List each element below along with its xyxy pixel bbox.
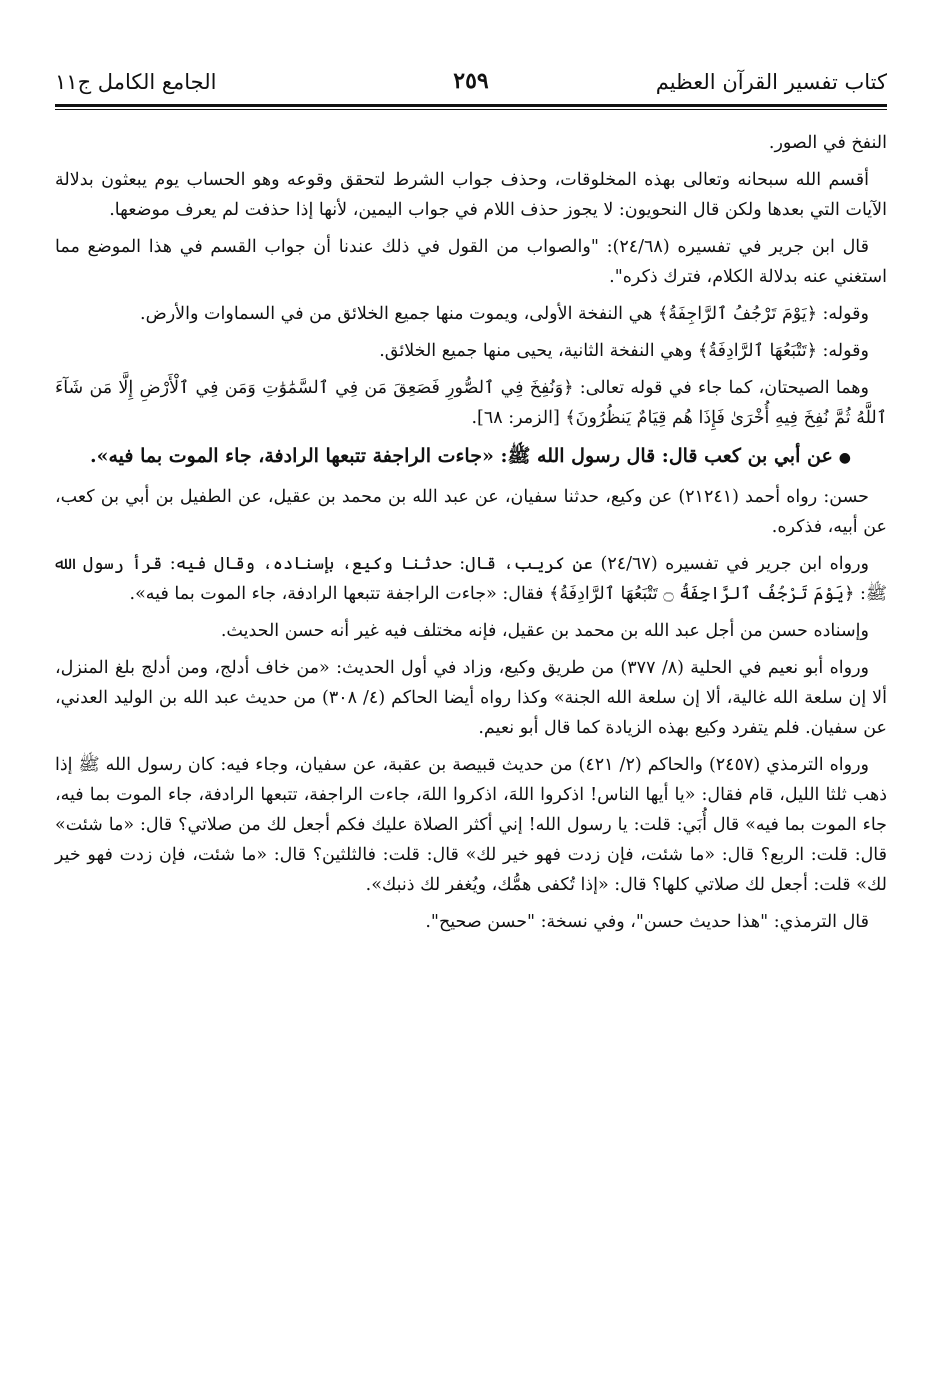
paragraph: ورواه الترمذي (٢٤٥٧) والحاكم (٢/ ٤٢١) من حديث قبيصة بن عقبة، عن سفيان، وجاء فيه: كان رسول الله ﷺ إذا ذهب ثلثا الليل، قام فقال: «يا أيها الناس! اذكروا اللهَ، اذكروا اللهَ، جاءت الراجفة، تتبعها الرادفة، جاء الموت بما فيه، جاء الموت بما فيه» قال أُبَي: قلت: يا رسول الله! إني أكثر الصلاة عليك فكم أجعل لك من صلاتي؟ قال: «ما شئت» قال: قلت: الربع؟ قال: «ما شئت، فإن زدت فهو خير لك» قال: قلت: فالثلثين؟ قال: «ما شئت، فإن زدت فهو خير لك» قلت: أجعل لك صلاتي كلها؟ قال: «إذا تُكفى همُّك، ويُغفر لك ذنبك». <box>55 755 887 895</box>
book-page <box>55 62 887 944</box>
header-rule-thin <box>55 109 887 110</box>
page-body <box>55 128 887 937</box>
bullet-icon: ● <box>838 450 851 466</box>
paragraph: قال الترمذي: "هذا حديث حسن"، وفي نسخة: "حسن صحيح". <box>425 912 869 932</box>
paragraph: وهما الصيحتان، كما جاء في قوله تعالى: ﴿وَنُفِخَ فِي ٱلصُّورِ فَصَعِقَ مَن فِي ٱلسَّمَٰوَٰتِ وَمَن فِي ٱلْأَرْضِ إِلَّا مَن شَآءَ ٱللَّهُ ثُمَّ نُفِخَ فِيهِ أُخْرَىٰ فَإِذَا هُم قِيَامٌ يَنظُرُونَ﴾ [الزمر: ٦٨]. <box>55 378 887 428</box>
paragraph: وقوله: ﴿تَتْبَعُهَا ٱلرَّادِفَةُ﴾ وهي النفخة الثانية، يحيى منها جميع الخلائق. <box>379 341 869 361</box>
hadith-text: عن أبي بن كعب قال: قال رسول الله ﷺ: «جاءت الراجفة تتبعها الرادفة، جاء الموت بما فيه». <box>89 445 833 467</box>
paragraph: قال ابن جرير في تفسيره (٢٤/٦٨): "والصواب من القول في ذلك عندنا أن جواب القسم في هذا الموضع مما استغني عنه بدلالة الكلام، فترك ذكره". <box>55 237 887 287</box>
hadith-paragraph <box>55 440 887 475</box>
paragraph: أقسم الله سبحانه وتعالى بهذه المخلوقات، وحذف جواب الشرط لتحقق وقوعه وهو الحساب يوم يبعثون بدلالة الآيات التي بعدها ولكن قال النحويون: لا يجوز حذف اللام في جواب اليمين، لأنها إذا حذفت لم يعرف موضعها. <box>55 170 887 220</box>
paragraph: حسن: رواه أحمد (٢١٢٤١) عن وكيع، حدثنا سفيان، عن عبد الله بن محمد بن عقيل، عن الطفيل بن أبي بن كعب، عن أبيه، فذكره. <box>55 487 887 537</box>
page-header <box>55 62 887 102</box>
page-number: ٢٥٩ <box>453 68 489 94</box>
paragraph: النفخ في الصور. <box>768 133 887 153</box>
paragraph: وإسناده حسن من أجل عبد الله بن محمد بن عقيل، فإنه مختلف فيه غير أنه حسن الحديث. <box>220 621 869 641</box>
paragraph: وقوله: ﴿يَوْمَ تَرْجُفُ ٱلرَّاجِفَةُ﴾ هي النفخة الأولى، ويموت منها جميع الخلائق من في السماوات والأرض. <box>140 304 869 324</box>
paragraph: ورواه ابن جرير في تفسيره (٢٤/٦٧) عن كريب، قال: حدثنا وكيع، بإسناده، وقال فيه: قرأ رسول الله ﷺ: ﴿يَوْمَ تَرْجُفُ ٱلرَّاجِفَةُ ۝ تَتْبَعُهَا ٱلرَّادِفَةُ﴾ فقال: «جاءت الراجفة تتبعها الرادفة، جاء الموت بما فيه». <box>55 554 887 604</box>
paragraph: ورواه أبو نعيم في الحلية (٨/ ٣٧٧) من طريق وكيع، وزاد في أول الحديث: «من خاف أدلج، ومن أدلج بلغ المنزل، ألا إن سلعة الله غالية، ألا إن سلعة الله الجنة» وكذا رواه أيضا الحاكم (٤/ ٣٠٨) من حديث عبد الله بن الوليد العدني، عن سفيان. فلم يتفرد وكيع بهذه الزيادة كما قال أبو نعيم. <box>55 658 887 738</box>
book-title: كتاب تفسير القرآن العظيم <box>655 70 887 94</box>
header-rule <box>55 104 887 107</box>
volume-title: الجامع الكامل ج١١ <box>55 70 217 94</box>
